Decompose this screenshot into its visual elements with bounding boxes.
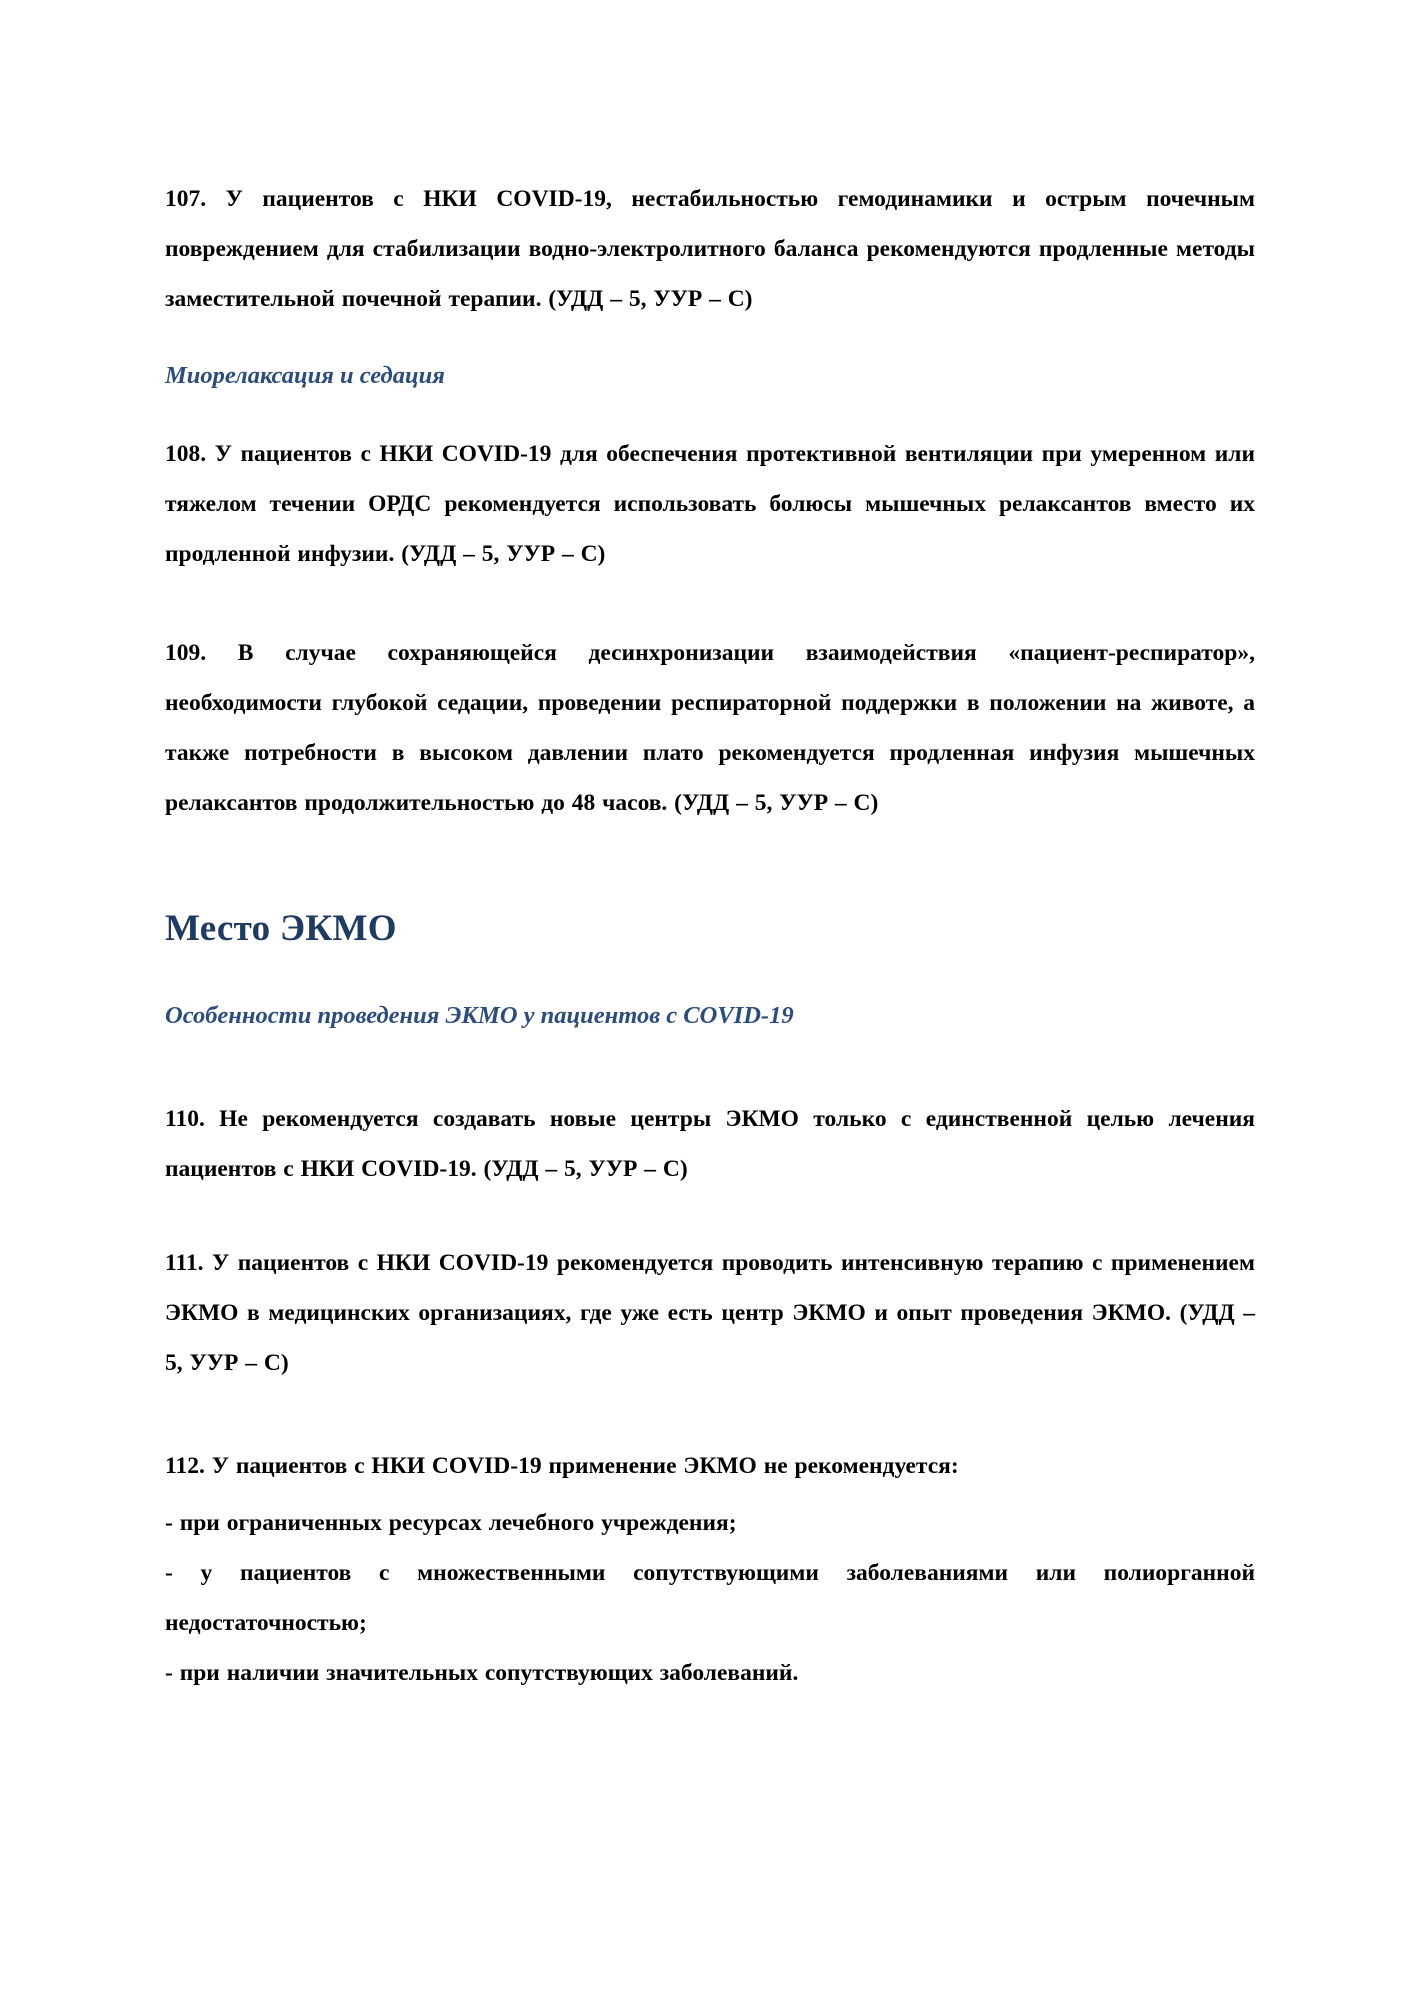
- paragraph-112-bullet-significant-diseases: - при наличии значительных сопутствующих заболеваний.: [165, 1660, 799, 1686]
- paragraph-108: 108. У пациентов с НКИ COVID-19 для обеспечения протективной вентиляции при умеренном или тяжелом течении ОРДС рекомендуется использовать болюсы мышечных релаксантов вместо их продленной инфузии. (УДД – 5, УУР – С): [165, 441, 1255, 567]
- section-heading-ecmo-place: Место ЭКМО: [165, 908, 397, 949]
- paragraph-112-intro: 112. У пациентов с НКИ COVID-19 применение ЭКМО не рекомендуется:: [165, 1453, 959, 1479]
- paragraph-107: 107. У пациентов с НКИ COVID-19, нестабильностью гемодинамики и острым почечным повреждением для стабилизации водно-электролитного баланса рекомендуются продленные методы заместительной почечной терапии. (УДД – 5, УУР – С): [165, 186, 1255, 312]
- paragraph-111: 111. У пациентов с НКИ COVID-19 рекомендуется проводить интенсивную терапию с применением ЭКМО в медицинских организациях, где уже есть центр ЭКМО и опыт проведения ЭКМО. (УДД – 5, УУР – С): [165, 1250, 1255, 1376]
- subtitle-myorelaxation-sedation: Миорелаксация и седация: [165, 362, 445, 389]
- subtitle-ecmo-features: Особенности проведения ЭКМО у пациентов с COVID-19: [165, 1002, 794, 1029]
- paragraph-112-bullet-limited-resources: - при ограниченных ресурсах лечебного учреждения;: [165, 1510, 737, 1536]
- paragraph-112-bullet-comorbidities: - у пациентов с множественными сопутствующими заболеваниями или полиорганной недостаточностью;: [165, 1560, 1255, 1636]
- paragraph-109: 109. В случае сохраняющейся десинхронизации взаимодействия «пациент-респиратор», необходимости глубокой седации, проведении респираторной поддержки в положении на животе, а также потребности в высоком давлении плато рекомендуется продленная инфузия мышечных релаксантов продолжительностью до 48 часов. (УДД – 5, УУР – С): [165, 640, 1255, 816]
- paragraph-110: 110. Не рекомендуется создавать новые центры ЭКМО только с единственной целью лечения пациентов с НКИ COVID-19. (УДД – 5, УУР – С): [165, 1106, 1255, 1182]
